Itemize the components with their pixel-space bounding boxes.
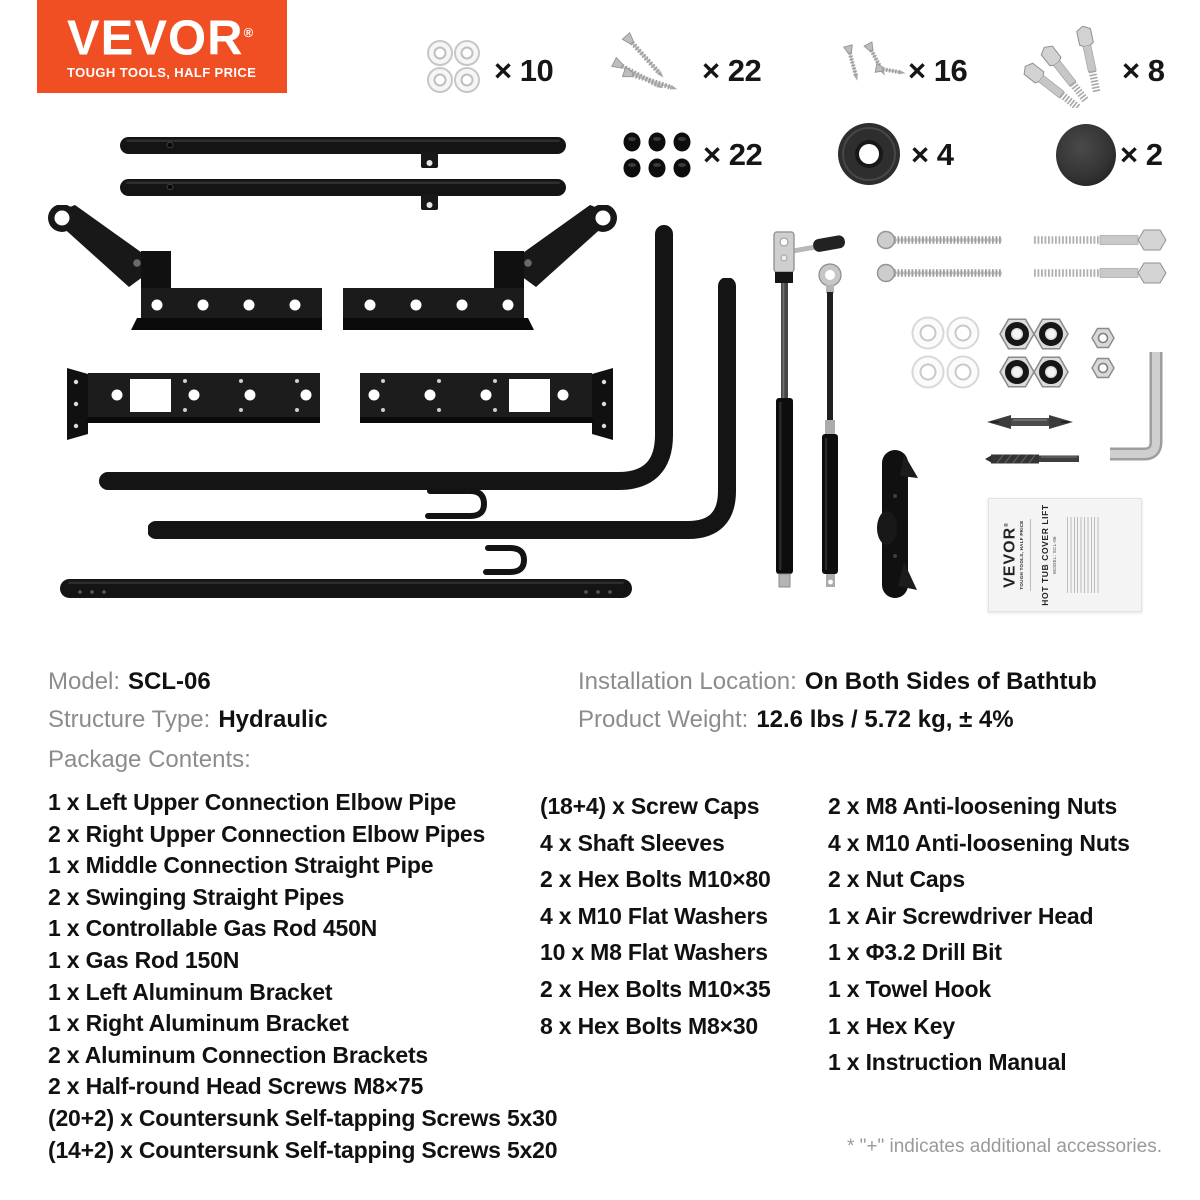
swinging-straight-pipe-1: [120, 136, 570, 176]
package-item: 4 x M10 Anti-loosening Nuts: [828, 829, 1130, 856]
nut-caps-icon: [1053, 121, 1121, 189]
drill-bit-icon: [983, 450, 1083, 468]
package-item: 1 x Air Screwdriver Head: [828, 902, 1094, 929]
half-round-head-screws-icon: [876, 226, 1011, 288]
registered-mark: ®: [243, 25, 254, 40]
m10-flat-washers-icon: [903, 310, 985, 392]
manual-divider: [1030, 519, 1031, 591]
instruction-manual: [988, 498, 1142, 612]
footnote: * "+" indicates additional accessories.: [846, 1136, 1162, 1157]
nut-caps-count: × 2: [1120, 137, 1163, 172]
hex-bolts-icon: [1022, 26, 1117, 108]
package-item: 2 x Half-round Head Screws M8×75: [48, 1073, 424, 1100]
shaft-sleeves-icon: [836, 121, 904, 189]
package-item: (20+2) x Countersunk Self-tapping Screws 5x30: [48, 1104, 558, 1131]
package-list-column-2: [540, 788, 771, 1044]
package-item: 2 x Right Upper Connection Elbow Pipes: [48, 820, 486, 847]
screw-caps-count: × 22: [703, 137, 763, 172]
package-item: 1 x Gas Rod 150N: [48, 946, 240, 973]
screw-caps-icon: [620, 128, 695, 183]
package-contents-title: Package Contents:: [48, 746, 251, 773]
short-screws-count: × 16: [908, 53, 968, 88]
package-item: 2 x M8 Anti-loosening Nuts: [828, 793, 1118, 819]
gas-rod-150n: [812, 262, 852, 594]
spec-product-weight: Product Weight: 12.6 lbs / 5.72 kg, ± 4%: [578, 706, 1014, 733]
manual-brand: VEVOR®: [1001, 522, 1019, 588]
package-item: 8 x Hex Bolts M8×30: [540, 1012, 759, 1039]
logo-tagline: TOUGH TOOLS, HALF PRICE: [67, 65, 257, 81]
manual-tagline: TOUGH TOOLS, HALF PRICE: [1019, 520, 1025, 590]
package-item: 2 x Aluminum Connection Brackets: [48, 1041, 428, 1068]
package-list-column-3: [828, 788, 1130, 1081]
logo-text: VEVOR®: [67, 11, 254, 66]
shaft-sleeves-count: × 4: [911, 137, 954, 172]
long-screws-icon: [610, 28, 695, 106]
package-item: 1 x Φ3.2 Drill Bit: [828, 939, 1002, 966]
middle-connection-straight-pipe: [58, 576, 638, 602]
spec-installation-location: Installation Location: On Both Sides of Bathtub: [578, 668, 1097, 695]
long-hex-bolts-icon: [1028, 226, 1168, 288]
towel-hook-icon: [872, 444, 922, 606]
package-item: 1 x Towel Hook: [828, 975, 991, 1002]
package-item: 1 x Controllable Gas Rod 450N: [48, 915, 378, 942]
spec-structure-type: Structure Type: Hydraulic: [48, 706, 328, 733]
manual-fine-print: [1067, 517, 1101, 593]
spec-model: Model: SCL-06: [48, 668, 211, 695]
flat-washers-count: × 10: [494, 53, 554, 88]
short-screws-icon: [828, 40, 908, 100]
package-item: 2 x Hex Bolts M10×35: [540, 975, 771, 1002]
manual-model: MODEL: SCL-06: [1052, 536, 1058, 574]
air-screwdriver-head-icon: [983, 410, 1078, 434]
hex-key-icon: [1102, 346, 1166, 464]
package-item: 4 x Shaft Sleeves: [540, 829, 725, 856]
package-item: 1 x Right Aluminum Bracket: [48, 1010, 349, 1037]
package-item: 1 x Instruction Manual: [828, 1049, 1067, 1076]
anti-loosening-nuts-icon: [998, 312, 1074, 394]
manual-cover: [989, 499, 1141, 611]
package-item: 10 x M8 Flat Washers: [540, 939, 768, 966]
package-item: 2 x Hex Bolts M10×80: [540, 866, 771, 893]
package-item: 1 x Hex Key: [828, 1012, 955, 1039]
vevor-logo: [37, 0, 287, 93]
package-item: 2 x Swinging Straight Pipes: [48, 883, 345, 910]
manual-title: HOT TUB COVER LIFT: [1040, 504, 1051, 606]
package-item: 1 x Left Upper Connection Elbow Pipe: [48, 789, 457, 815]
long-screws-count: × 22: [702, 53, 762, 88]
flat-washers-icon: [424, 37, 484, 95]
package-item: (14+2) x Countersunk Self-tapping Screws 5x20: [48, 1136, 558, 1163]
package-list-column-1: [48, 787, 557, 1166]
upper-connection-elbow-pipe-2: [148, 278, 758, 583]
package-item: 1 x Left Aluminum Bracket: [48, 978, 333, 1005]
package-item: 2 x Nut Caps: [828, 866, 965, 893]
hex-bolts-count: × 8: [1122, 53, 1165, 88]
package-item: (18+4) x Screw Caps: [540, 793, 760, 819]
package-item: 1 x Middle Connection Straight Pipe: [48, 852, 434, 879]
package-item: 4 x M10 Flat Washers: [540, 902, 768, 929]
